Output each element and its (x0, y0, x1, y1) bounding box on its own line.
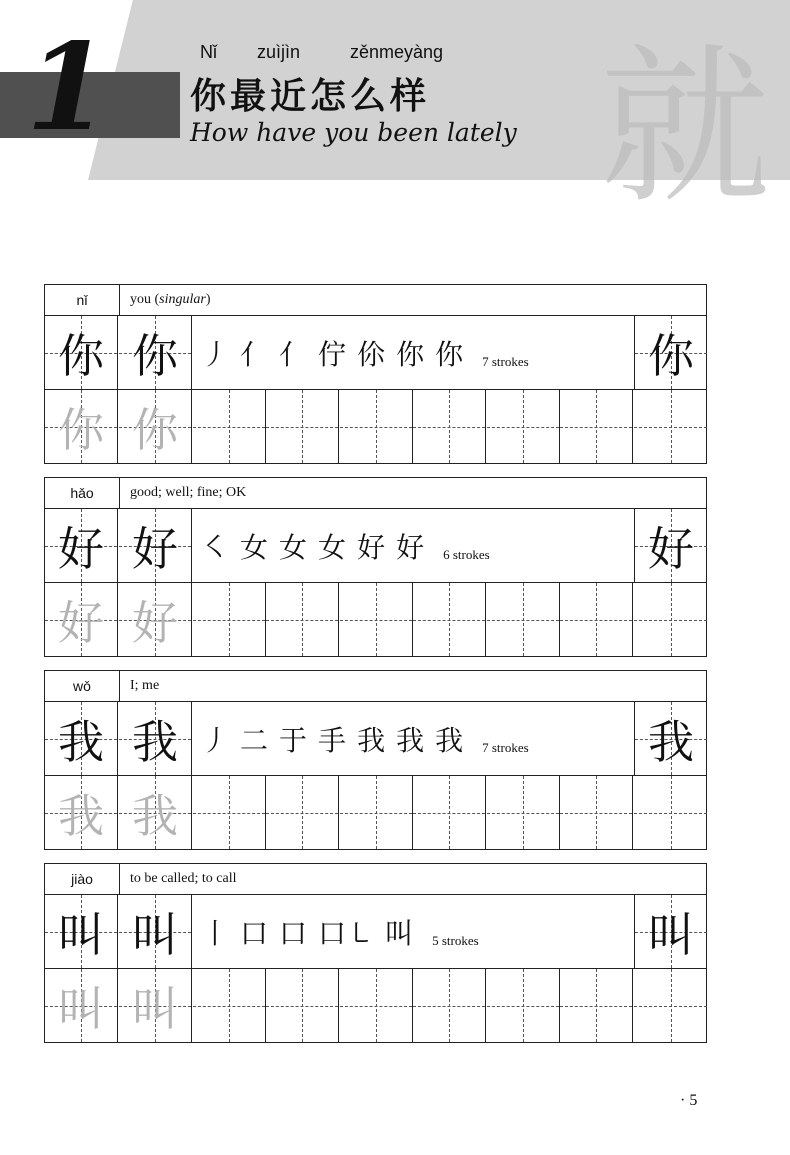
model-char: 我 (648, 714, 694, 769)
model-cell (634, 895, 707, 968)
english-title: How have you been lately (190, 118, 517, 147)
model-char: 好 (132, 521, 178, 576)
entry-pinyin: hǎo (45, 478, 120, 508)
trace-cell[interactable] (119, 390, 192, 463)
stroke-step: 佇 (318, 337, 347, 371)
stroke-step: 手 (318, 723, 347, 757)
trace-cell[interactable] (119, 776, 192, 849)
trace-char: 好 (132, 595, 178, 650)
entry-header (44, 863, 707, 895)
practice-cell[interactable] (413, 969, 486, 1042)
entry-meaning (120, 285, 706, 315)
stroke-step: 亻 (279, 337, 308, 371)
practice-cell[interactable] (413, 776, 486, 849)
title-pinyin-2: zuìjìn (257, 42, 301, 62)
practice-row (44, 776, 707, 850)
entry-header (44, 477, 707, 509)
model-cell (119, 702, 192, 775)
entry-header (44, 284, 707, 316)
strokes-count: 5 strokes (432, 932, 479, 948)
trace-char: 我 (58, 788, 104, 843)
trace-char: 叫 (58, 981, 104, 1036)
stroke-step: 你 (435, 337, 464, 371)
stroke-row (44, 702, 707, 776)
practice-cell[interactable] (193, 583, 266, 656)
practice-cell[interactable] (487, 776, 560, 849)
meaning-text: good; well; fine; OK (130, 485, 247, 500)
watermark-character: 就 (600, 29, 771, 227)
model-cell (119, 316, 192, 389)
model-cell (45, 316, 118, 389)
stroke-step: 你 (396, 337, 425, 371)
strokes-count: 6 strokes (443, 546, 490, 562)
stroke-step: 我 (435, 723, 464, 757)
stroke-step: 好 (357, 530, 386, 564)
stroke-step: 亻 (240, 337, 269, 371)
meaning-text: you ( (130, 292, 160, 307)
trace-cell[interactable] (119, 969, 192, 1042)
practice-cell[interactable] (413, 390, 486, 463)
model-cell (634, 702, 707, 775)
stroke-step: 好 (396, 530, 425, 564)
model-cell (45, 509, 118, 582)
lesson-number: 1 (26, 17, 110, 158)
practice-cell[interactable] (340, 390, 413, 463)
meaning-text: to be called; to call (130, 871, 237, 886)
trace-cell[interactable] (45, 390, 118, 463)
trace-cell[interactable] (45, 969, 118, 1042)
stroke-row (44, 316, 707, 390)
entry-pinyin: nǐ (45, 285, 120, 315)
stroke-step: 口㇄ (318, 916, 375, 950)
practice-cell[interactable] (560, 776, 633, 849)
character-block-jiao (44, 863, 707, 1043)
stroke-order (193, 316, 634, 389)
entry-meaning (120, 671, 706, 701)
trace-char: 叫 (132, 981, 178, 1036)
stroke-step: 口 (279, 916, 308, 950)
model-char: 好 (58, 521, 104, 576)
entry-pinyin: wǒ (45, 671, 120, 701)
character-block-hao (44, 477, 707, 657)
stroke-row (44, 895, 707, 969)
stroke-step: 我 (396, 723, 425, 757)
model-char: 叫 (58, 907, 104, 962)
model-char: 叫 (648, 907, 694, 962)
practice-cell[interactable] (413, 583, 486, 656)
practice-cell[interactable] (266, 969, 339, 1042)
practice-cell[interactable] (193, 776, 266, 849)
model-cell (45, 702, 118, 775)
stroke-step: 女 (279, 530, 308, 564)
entry-header (44, 670, 707, 702)
meaning-suffix: ) (205, 292, 211, 307)
strokes-count: 7 strokes (482, 739, 529, 755)
stroke-step: 于 (279, 723, 308, 757)
stroke-row (44, 509, 707, 583)
entry-meaning (120, 478, 706, 508)
model-char: 我 (132, 714, 178, 769)
practice-cell[interactable] (560, 390, 633, 463)
stroke-step: 丿 (201, 723, 230, 757)
trace-char: 你 (58, 402, 104, 457)
model-cell (119, 895, 192, 968)
model-char: 好 (648, 521, 694, 576)
practice-cell[interactable] (487, 969, 560, 1042)
chinese-title: 你最近怎么样 (190, 76, 431, 117)
practice-cell[interactable] (266, 390, 339, 463)
entry-pinyin: jiào (45, 864, 120, 894)
model-cell (634, 509, 707, 582)
practice-cell[interactable] (193, 390, 266, 463)
trace-cell[interactable] (119, 583, 192, 656)
practice-cell[interactable] (340, 583, 413, 656)
model-char: 叫 (132, 907, 178, 962)
practice-cell[interactable] (487, 583, 560, 656)
stroke-step: 二 (240, 723, 269, 757)
practice-cell[interactable] (193, 969, 266, 1042)
model-char: 你 (648, 328, 694, 383)
practice-row (44, 969, 707, 1043)
practice-row (44, 583, 707, 657)
model-char: 你 (132, 328, 178, 383)
character-block-wo (44, 670, 707, 850)
stroke-step: 叫 (385, 916, 414, 950)
trace-char: 我 (132, 788, 178, 843)
stroke-order (193, 509, 634, 582)
model-cell (45, 895, 118, 968)
stroke-step: ㇛ (201, 530, 230, 564)
trace-char: 你 (132, 402, 178, 457)
practice-cell[interactable] (634, 969, 707, 1042)
model-cell (634, 316, 707, 389)
stroke-step: 伱 (357, 337, 386, 371)
character-block-ni (44, 284, 707, 464)
practice-cell[interactable] (634, 390, 707, 463)
title-pinyin-1: Nǐ (200, 42, 217, 62)
stroke-order (193, 702, 634, 775)
practice-cell[interactable] (487, 390, 560, 463)
practice-cell[interactable] (634, 583, 707, 656)
model-char: 我 (58, 714, 104, 769)
title-pinyin-3: zěnmeyàng (350, 42, 444, 62)
practice-cell[interactable] (560, 583, 633, 656)
trace-char: 好 (58, 595, 104, 650)
stroke-step: 我 (357, 723, 386, 757)
page-number: · 5 (680, 1092, 698, 1109)
practice-cell[interactable] (634, 776, 707, 849)
stroke-step: 丨 (201, 916, 230, 950)
entry-meaning (120, 864, 706, 894)
stroke-step: 女 (240, 530, 269, 564)
trace-cell[interactable] (45, 583, 118, 656)
practice-cell[interactable] (560, 969, 633, 1042)
meaning-italic: singular (159, 292, 206, 307)
stroke-step: 女 (318, 530, 347, 564)
meaning-text: I; me (130, 678, 160, 693)
model-char: 你 (58, 328, 104, 383)
model-cell (119, 509, 192, 582)
stroke-step: 丿 (201, 337, 230, 371)
stroke-order (193, 895, 634, 968)
trace-cell[interactable] (45, 776, 118, 849)
practice-cell[interactable] (266, 776, 339, 849)
practice-cell[interactable] (340, 969, 413, 1042)
practice-cell[interactable] (266, 583, 339, 656)
strokes-count: 7 strokes (482, 353, 529, 369)
practice-row (44, 390, 707, 464)
practice-cell[interactable] (340, 776, 413, 849)
stroke-step: 口 (240, 916, 269, 950)
